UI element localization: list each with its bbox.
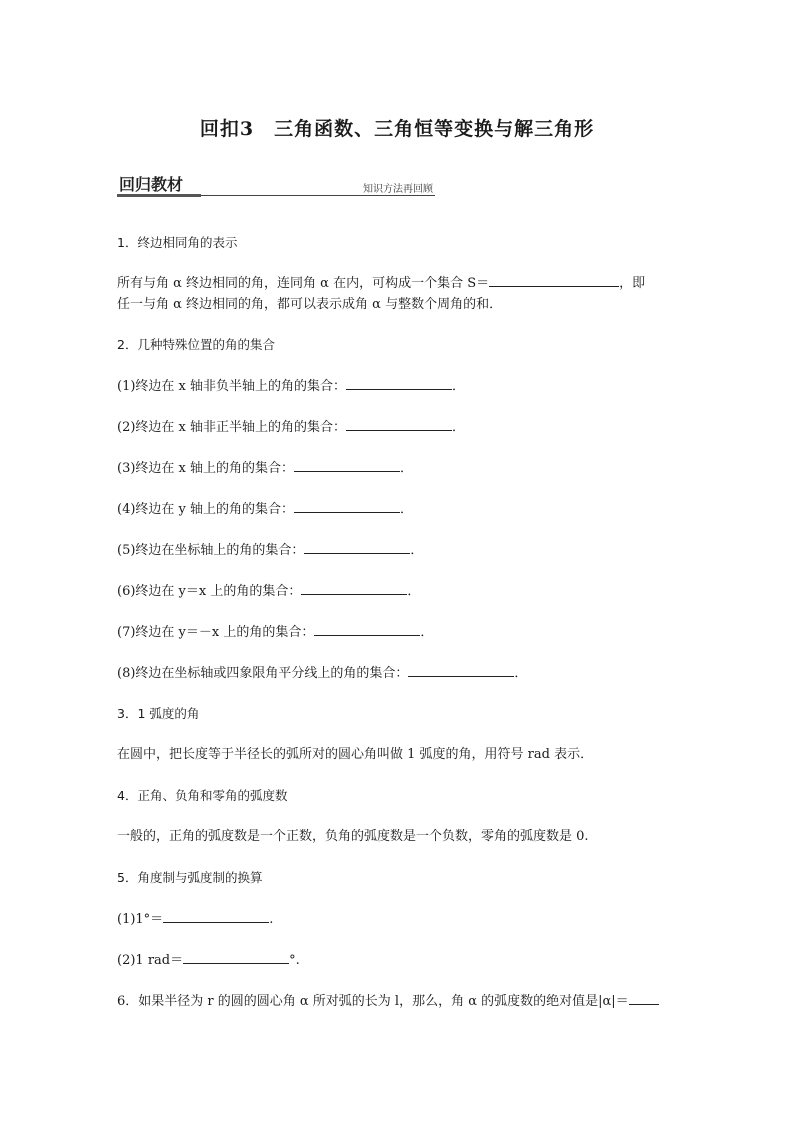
section-banner xyxy=(117,170,435,198)
section-1-line-2: 任一与角 α 终边相同的角，都可以表示成角 α 与整数个周角的和． xyxy=(117,297,503,312)
section-2-item-7 xyxy=(117,621,680,643)
section-3-heading: 3．1 弧度的角 xyxy=(117,706,200,721)
section-1-heading: 1．终边相同角的表示 xyxy=(117,235,238,250)
section-5-item-1 xyxy=(117,908,680,930)
item-end: ． xyxy=(410,543,424,558)
section-6-line xyxy=(117,990,680,1012)
item-text: (2)1 rad＝ xyxy=(117,953,184,968)
item-text: (6)终边在 y＝x 上的角的集合： xyxy=(117,584,302,599)
section-2-item-1 xyxy=(117,375,680,397)
item-text: (5)终边在坐标轴上的角的集合： xyxy=(117,543,305,558)
answer-blank[interactable] xyxy=(346,375,452,390)
item-text: (7)终边在 y＝－x 上的角的集合： xyxy=(117,625,315,640)
answer-blank[interactable] xyxy=(629,990,659,1005)
answer-blank[interactable] xyxy=(408,662,514,677)
answer-blank[interactable] xyxy=(163,908,269,923)
item-end: . xyxy=(269,912,274,927)
answer-blank[interactable] xyxy=(346,416,452,431)
section-2-item-5 xyxy=(117,539,680,561)
item-text: (4)终边在 y 轴上的角的集合： xyxy=(117,502,295,517)
item-end: ． xyxy=(400,461,414,476)
answer-blank[interactable] xyxy=(301,580,407,595)
item-end: ． xyxy=(452,379,466,394)
content xyxy=(117,232,680,1012)
section-4-heading: 4．正角、负角和零角的弧度数 xyxy=(117,788,288,803)
banner-subtitle: 知识方法再回顾 xyxy=(363,184,433,195)
section-2-item-4 xyxy=(117,498,680,520)
section-1-text: 所有与角 α 终边相同的角，连同角 α 在内，可构成一个集合 S＝ xyxy=(117,276,490,291)
item-text: (8)终边在坐标轴或四象限角平分线上的角的集合： xyxy=(117,666,409,681)
section-5-heading: 5．角度制与弧度制的换算 xyxy=(117,870,263,885)
section-1-line-1 xyxy=(117,272,680,294)
item-end: ． xyxy=(514,666,528,681)
section-2-item-6 xyxy=(117,580,680,602)
section-1-text-end: ，即 xyxy=(619,276,646,291)
item-end: ． xyxy=(407,584,421,599)
answer-blank[interactable] xyxy=(304,539,410,554)
section-3-body: 在圆中，把长度等于半径长的弧所对的圆心角叫做 1 弧度的角，用符号 rad 表示． xyxy=(117,747,594,762)
section-6-text: 6．如果半径为 r 的圆的圆心角 α 所对弧的长为 l，那么，角 α 的弧度数的绝对值是|α|＝ xyxy=(117,994,629,1009)
item-text: (1)终边在 x 轴非负半轴上的角的集合： xyxy=(117,379,347,394)
section-2-heading: 2．几种特殊位置的角的集合 xyxy=(117,337,275,352)
section-5-item-2 xyxy=(117,949,680,971)
page-title: 回扣3 三角函数、三角恒等变换与解三角形 xyxy=(199,118,595,140)
item-text: (3)终边在 x 轴上的角的集合： xyxy=(117,461,295,476)
section-4-body: 一般的，正角的弧度数是一个正数，负角的弧度数是一个负数，零角的弧度数是 0. xyxy=(117,829,589,844)
answer-blank[interactable] xyxy=(489,272,619,287)
banner-rule-accent xyxy=(117,194,201,197)
section-2-item-2 xyxy=(117,416,680,438)
item-end: ． xyxy=(420,625,434,640)
answer-blank[interactable] xyxy=(294,498,400,513)
answer-blank[interactable] xyxy=(183,949,289,964)
item-text: (2)终边在 x 轴非正半轴上的角的集合： xyxy=(117,420,347,435)
item-text: (1)1°＝ xyxy=(117,912,164,927)
section-2-item-8 xyxy=(117,662,680,684)
answer-blank[interactable] xyxy=(314,621,420,636)
item-end: ． xyxy=(400,502,414,517)
banner-label: 回归教材 xyxy=(119,175,184,194)
item-end: ． xyxy=(452,420,466,435)
answer-blank[interactable] xyxy=(294,457,400,472)
item-end: °. xyxy=(289,953,300,968)
section-2-item-3 xyxy=(117,457,680,479)
